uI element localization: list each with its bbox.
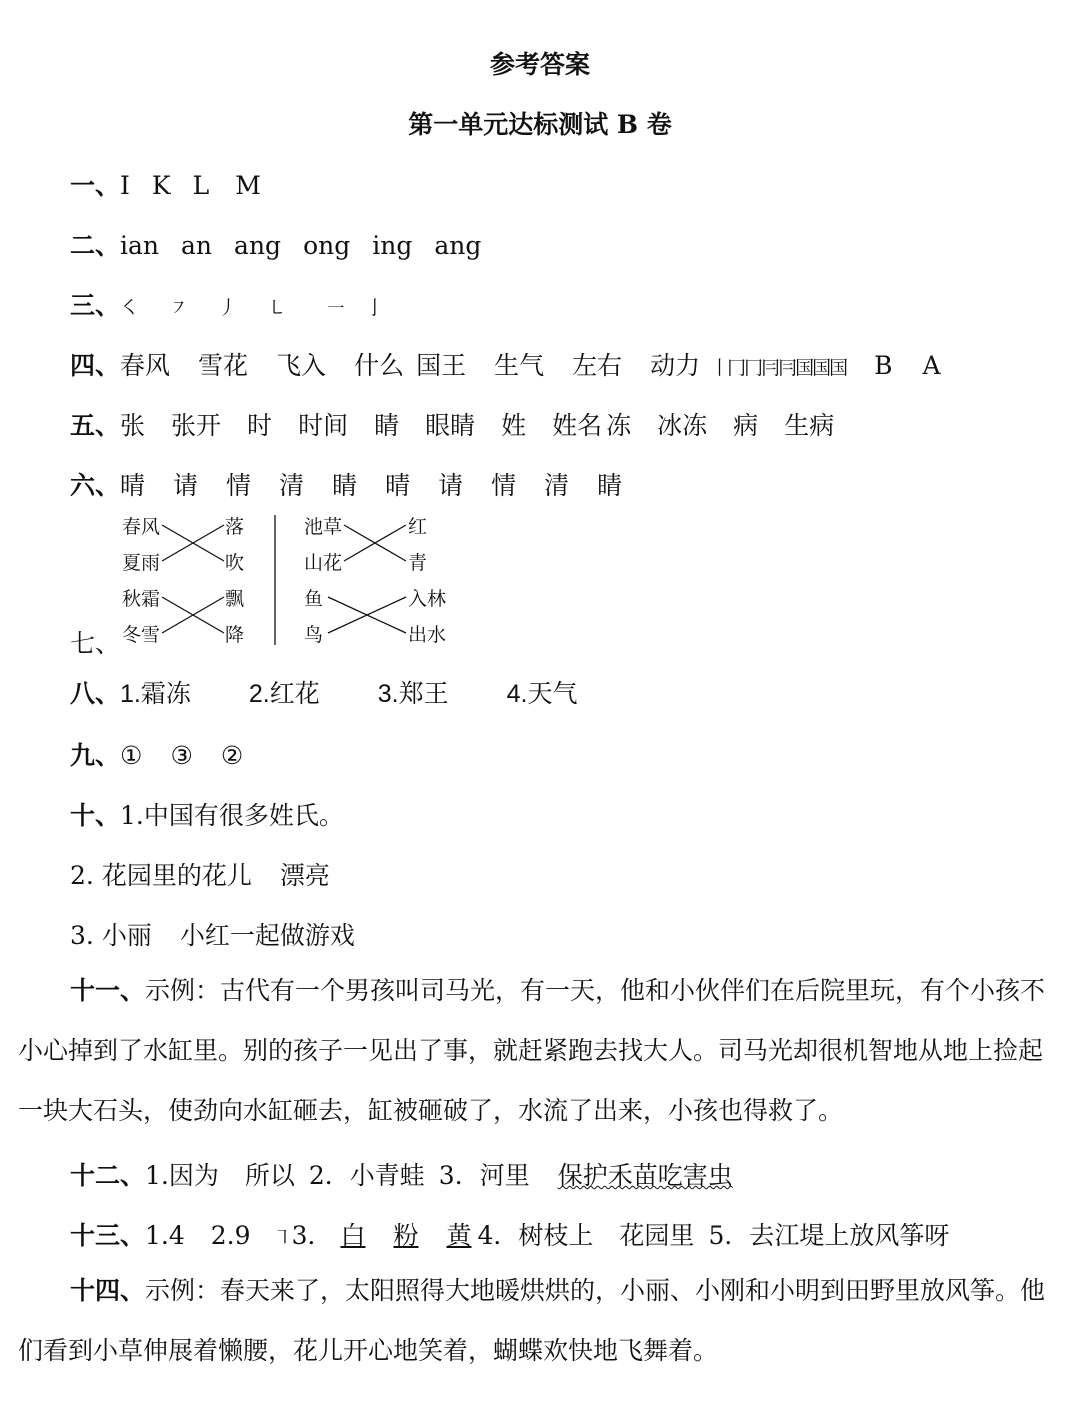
q10-answer-2b: 漂亮	[279, 861, 330, 890]
q7-right-a: 降	[225, 624, 245, 646]
q8-item: 天气	[527, 679, 578, 708]
q9-item: ②	[220, 741, 244, 770]
q5-line	[70, 406, 834, 442]
q14-answer: 示例：春天来了，太阳照得大地暖烘烘的，小丽、小刚和小明到田野里放风筝。他们看到小草伸展着懒腰，花儿开心地笑着，蝴蝶欢快地飞舞着。	[18, 1276, 1046, 1365]
q1-line	[70, 166, 261, 202]
q2-item: ing	[372, 231, 413, 260]
q8-item: 红花	[269, 679, 320, 708]
q7-left-a: 春风	[122, 516, 161, 538]
q3-line	[70, 286, 384, 322]
q9-line	[70, 736, 243, 772]
q4-choice: A	[922, 351, 941, 380]
q7-left-a: 夏雨	[122, 552, 161, 574]
q5-item: 姓	[501, 411, 527, 440]
q3-stroke: 丿	[218, 297, 238, 319]
q3-stroke: ㇐	[326, 297, 346, 319]
q8-item: 郑王	[398, 679, 449, 708]
q5-item: 冰冻	[657, 411, 708, 440]
q7-left-a: 秋霜	[122, 588, 161, 610]
q12-label: 十二、	[70, 1161, 146, 1190]
q7-left-b: 池草	[304, 516, 343, 538]
q2-item: an	[181, 231, 213, 260]
q7-right-b: 入林	[408, 588, 447, 610]
q7-right-a: 落	[225, 516, 245, 538]
q7-left-a: 冬雪	[122, 624, 161, 646]
q12-item: 1.因为	[145, 1161, 219, 1190]
q11-answer: 示例：古代有一个男孩叫司马光，有一天，他和小伙伴们在后院里玩，有个小孩不小心掉到了水缸里。别的孩子一见出了事，就赶紧跑去找大人。司马光却很机智地从地上捡起一块大石头，使劲向水缸砸去，缸被砸破了，水流了出来，小孩也得救了。	[18, 976, 1046, 1125]
q13-underlined: 粉	[393, 1221, 419, 1250]
q10-num: 3.	[70, 921, 94, 950]
q4-item: 国王	[416, 351, 467, 380]
q14-paragraph	[18, 1261, 1058, 1381]
q6-item: 请	[173, 471, 199, 500]
q13-label: 十三、	[70, 1221, 146, 1250]
q3-stroke: ㇇	[169, 297, 189, 319]
q4-item: 生气	[494, 351, 545, 380]
q5-item: 张开	[171, 411, 222, 440]
q4-line	[70, 346, 941, 382]
q8-label: 八、	[70, 679, 121, 708]
q10-label: 十、	[70, 801, 121, 830]
q5-item: 眼睛	[425, 411, 476, 440]
q1-label: 一、	[70, 171, 121, 200]
q8-item: 霜冻	[140, 679, 191, 708]
q4-choice: B	[874, 351, 893, 380]
q8-num: 1.	[120, 680, 141, 708]
q6-item: 晴	[385, 471, 411, 500]
q1-item: I	[120, 171, 130, 200]
q13-item: 2.9	[210, 1221, 251, 1250]
q4-item: 雪花	[198, 351, 249, 380]
q8-num: 3.	[377, 680, 399, 708]
q10-answer-3a: 小丽	[101, 921, 152, 950]
q12-item: 3．河里	[438, 1161, 530, 1190]
q13-underlined: 白	[340, 1221, 366, 1250]
q8-num: 4.	[506, 680, 528, 708]
q12-item: 2．小青蛙	[308, 1161, 425, 1190]
q12-line	[70, 1156, 733, 1192]
q13-item: 5．去江堤上放风筝呀	[708, 1221, 950, 1250]
q7-right-a: 飘	[225, 588, 245, 610]
q5-item: 病	[733, 411, 759, 440]
q6-item: 晴	[120, 471, 146, 500]
q10-answer-1: 1.中国有很多姓氏。	[120, 801, 344, 830]
q1-item: K	[151, 171, 171, 200]
q5-item: 张	[120, 411, 146, 440]
q13-item: 4．树枝上	[477, 1221, 594, 1250]
q5-item: 时	[247, 411, 273, 440]
q4-item: 飞入	[276, 351, 327, 380]
q7-left-b: 鸟	[304, 624, 324, 646]
q2-item: ang	[434, 231, 482, 260]
q13-item: 3．	[291, 1221, 333, 1250]
q13-stroke: ㇕	[272, 1227, 292, 1249]
q10-answer-3b: 小红一起做游戏	[179, 921, 355, 950]
q6-item: 情	[226, 471, 252, 500]
q6-item: 睛	[597, 471, 623, 500]
q10-answer-2a: 花园里的花儿	[101, 861, 252, 890]
q7-right-b: 出水	[408, 624, 447, 646]
q5-item: 姓名	[552, 411, 603, 440]
q12-item-underlined: 保护禾苗吃害虫	[557, 1161, 733, 1190]
q5-item: 生病	[784, 411, 835, 440]
q2-label: 二、	[70, 231, 121, 260]
q7-right-b: 红	[408, 516, 428, 538]
q9-item: ①	[120, 741, 143, 770]
q4-item: 春风	[120, 351, 171, 380]
q10-line3	[70, 916, 355, 952]
q10-line1	[70, 796, 344, 832]
q10-num: 2.	[70, 861, 94, 890]
q4-item: 左右	[572, 351, 623, 380]
q13-underlined: 黄	[446, 1221, 472, 1250]
q6-item: 清	[544, 471, 570, 500]
q3-stroke: ㇄	[267, 297, 287, 319]
q5-item: 冻	[606, 411, 632, 440]
q5-item: 睛	[374, 411, 400, 440]
q6-line	[70, 466, 622, 502]
q6-item: 情	[491, 471, 517, 500]
q4-stroke-order: 丨冂冂冃冃国国国	[710, 357, 847, 379]
q6-label: 六、	[70, 471, 121, 500]
q7-left-b: 鱼	[304, 588, 324, 610]
q3-stroke: 亅	[365, 297, 385, 319]
q3-stroke: ㇛	[120, 297, 140, 319]
q11-paragraph	[18, 961, 1058, 1141]
q6-item: 请	[438, 471, 464, 500]
q1-item: L	[192, 171, 210, 200]
q2-item: ang	[234, 231, 282, 260]
q5-item: 时间	[298, 411, 349, 440]
q13-item: 花园里	[619, 1221, 695, 1250]
q6-item: 清	[279, 471, 305, 500]
q10-line2	[70, 856, 330, 892]
q5-label: 五、	[70, 411, 121, 440]
q8-line	[70, 674, 578, 710]
q9-label: 九、	[70, 741, 121, 770]
q14-label: 十四、	[70, 1276, 146, 1305]
q7-left-b: 山花	[304, 552, 343, 574]
q13-item: 1.4	[145, 1221, 185, 1250]
q13-line	[70, 1216, 949, 1252]
q7-right-a: 吹	[225, 552, 245, 574]
q8-num: 2.	[248, 680, 270, 708]
q7-matching-diagram	[110, 505, 470, 655]
q4-label: 四、	[70, 351, 121, 380]
q9-item: ③	[170, 741, 193, 770]
page-subtitle: 第一单元达标测试 B 卷	[408, 110, 672, 139]
q7-right-b: 青	[408, 552, 428, 574]
q11-label: 十一、	[70, 976, 146, 1005]
q4-item: 动力	[650, 351, 701, 380]
q2-line	[70, 226, 481, 262]
q6-item: 睛	[332, 471, 358, 500]
q3-label: 三、	[70, 291, 121, 320]
q2-item: ian	[120, 231, 160, 260]
q4-item: 什么	[354, 351, 405, 380]
q7-label: 七、	[70, 629, 121, 658]
q1-item: M	[235, 171, 261, 200]
page-title: 参考答案	[489, 50, 590, 79]
q2-item: ong	[303, 231, 351, 260]
q12-item: 所以	[244, 1161, 295, 1190]
